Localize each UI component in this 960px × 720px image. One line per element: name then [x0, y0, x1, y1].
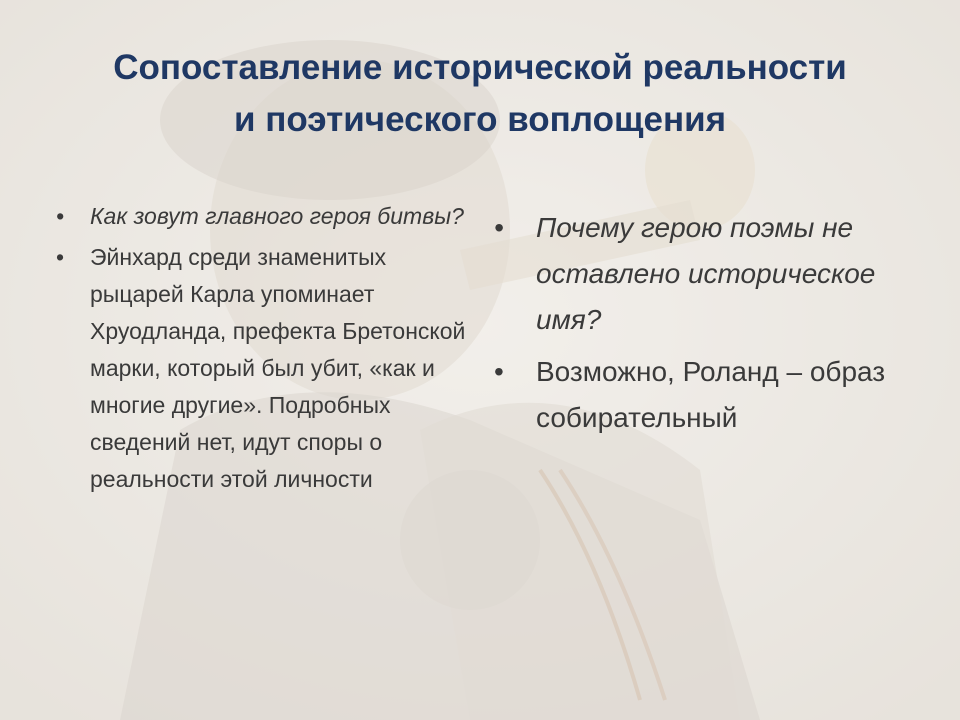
left-bullet-question: [56, 198, 476, 235]
right-bullet-question: [494, 205, 914, 343]
left-bullet-list: [56, 198, 476, 502]
left-bullet-question-text: Как зовут главного героя битвы?: [90, 203, 464, 229]
slide-title: [40, 42, 920, 146]
left-bullet-answer: [56, 239, 476, 498]
bullet-icon: •: [56, 244, 65, 270]
title-line-1: Сопоставление исторической реальности: [113, 48, 847, 87]
right-bullet-answer-text: Возможно, Роланд – образ собирательный: [536, 356, 886, 433]
bullet-icon: •: [494, 212, 504, 243]
right-bullet-list: [494, 205, 914, 447]
right-bullet-question-text: Почему герою поэмы не оставлено историческое имя?: [536, 212, 876, 335]
left-bullet-answer-text: Эйнхард среди знаменитых рыцарей Карла упоминает Хруодланда, префекта Бретонской марки, который был убит, «как и многие другие». Подробных сведений нет, идут споры о реальности этой личности: [90, 244, 466, 492]
bullet-icon: •: [494, 356, 504, 387]
title-line-2: и поэтического воплощения: [233, 100, 727, 139]
bullet-icon: •: [56, 203, 65, 229]
right-bullet-answer: [494, 349, 914, 441]
